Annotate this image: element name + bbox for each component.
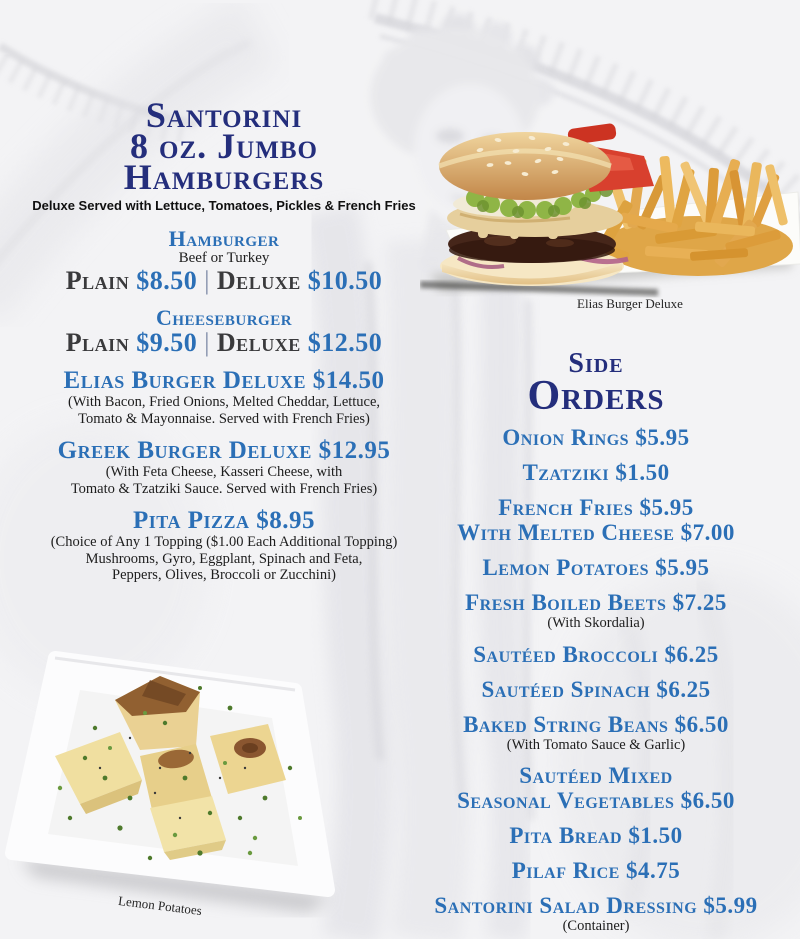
menu-item-name	[415, 590, 777, 615]
burgers-section	[28, 95, 420, 595]
menu-item-name	[415, 555, 777, 580]
photo-caption: Lemon Potatoes	[117, 892, 203, 919]
price-separator: |	[204, 328, 210, 357]
menu-item-name	[415, 642, 777, 667]
item-name-text: Tzatziki	[522, 460, 610, 485]
menu-item	[415, 858, 777, 883]
menu-item	[28, 306, 420, 357]
item-name-text: Greek Burger Deluxe	[57, 437, 312, 464]
menu-item-note: (With Bacon, Fried Onions, Melted Cheddar, Lettuce,	[67, 394, 381, 410]
option-label: Deluxe	[216, 328, 301, 357]
menu-item	[415, 495, 777, 545]
item-name-text: Pita Bread	[509, 823, 623, 848]
side-orders-heading-line: Orders	[527, 373, 665, 419]
menu-item-name	[415, 858, 777, 883]
menu-item-name	[415, 763, 777, 788]
menu-item	[28, 438, 420, 497]
item-price: $14.50	[305, 367, 385, 394]
page-title-line: Hamburgers	[123, 157, 325, 197]
page-title-line: 8 oz. Jumbo	[130, 126, 318, 166]
menu-item	[415, 590, 777, 632]
option-label: Plain	[65, 328, 130, 357]
item-price: $1.50	[622, 823, 683, 848]
menu-item-name	[28, 368, 420, 394]
menu-item-note: Tomato & Mayonnaise. Served with French Fries)	[78, 410, 370, 427]
menu-item-note: Peppers, Olives, Broccoli or Zucchini)	[112, 567, 336, 583]
option-label: Deluxe	[216, 266, 301, 295]
menu-item-name	[415, 677, 777, 702]
menu-item-note: Tomato & Tzatziki Sauce. Served with French Fries)	[70, 480, 378, 497]
item-name-text: Sautéed Mixed	[519, 763, 673, 788]
option-price: $8.50	[129, 266, 198, 295]
menu-item-name	[415, 893, 777, 918]
menu-item-name	[415, 425, 777, 450]
menu-item	[415, 425, 777, 450]
menu-item-name	[415, 460, 777, 485]
menu-item-note: (With Skordalia)	[547, 615, 645, 631]
menu-item-name: Hamburger	[168, 226, 280, 251]
item-name-text: Pilaf Rice	[511, 858, 620, 883]
option-label: Plain	[65, 266, 130, 295]
menu-item-name	[415, 495, 777, 520]
menu-item-name: Cheeseburger	[155, 305, 293, 330]
menu-item	[28, 508, 420, 584]
menu-item-note: Mushrooms, Gyro, Eggplant, Spinach and Feta,	[85, 550, 363, 567]
item-name-text: French Fries	[498, 495, 634, 520]
side-orders-heading	[415, 348, 777, 419]
item-price: $5.95	[629, 425, 690, 450]
item-name-text: Santorini Salad Dressing	[434, 893, 698, 918]
option-price: $10.50	[300, 266, 383, 295]
menu-item-note: (With Tomato Sauce & Garlic)	[506, 736, 686, 753]
item-price: $5.95	[633, 495, 694, 520]
menu-item	[415, 677, 777, 702]
menu-item	[28, 368, 420, 427]
item-price: $6.50	[674, 788, 735, 813]
menu-item-note: (With Feta Cheese, Kasseri Cheese, with	[105, 464, 343, 480]
menu-item	[415, 712, 777, 754]
menu-item-note: (Container)	[562, 918, 630, 934]
menu-item-name	[28, 438, 420, 464]
menu-item-name	[28, 508, 420, 534]
menu-item-name	[415, 788, 777, 813]
item-price: $6.50	[668, 711, 729, 737]
menu-item	[415, 642, 777, 667]
item-name-text: Seasonal Vegetables	[457, 788, 675, 813]
item-name-text: Baked String Beans	[463, 711, 669, 737]
item-name-text: Fresh Boiled Beets	[465, 590, 667, 615]
photo-caption: Elias Burger Deluxe	[577, 296, 683, 311]
item-name-text: Pita Pizza	[133, 507, 250, 534]
menu-item	[415, 893, 777, 935]
lemon-potatoes-photo	[0, 628, 350, 918]
item-price: $8.95	[249, 507, 315, 534]
menu-item-name	[415, 823, 777, 848]
price-separator: |	[204, 266, 210, 295]
menu-item-subtext: Beef or Turkey	[178, 250, 270, 266]
item-price: $5.95	[649, 555, 710, 580]
menu-item-price-line	[28, 267, 420, 295]
item-price: $4.75	[619, 858, 681, 883]
menu-item-price-line	[28, 329, 420, 357]
menu-item	[415, 460, 777, 485]
item-name-text: Lemon Potatoes	[482, 555, 650, 580]
menu-subtitle: Deluxe Served with Lettuce, Tomatoes, Pickles & French Fries	[32, 198, 416, 213]
item-price: $6.25	[650, 676, 711, 702]
item-price: $1.50	[609, 460, 670, 485]
side-orders-section	[415, 350, 777, 939]
item-price: $7.00	[674, 520, 735, 545]
page-title-line: Santorini	[145, 95, 303, 135]
item-price: $6.25	[658, 641, 719, 667]
option-price: $12.50	[300, 328, 383, 357]
item-name-text: Sautéed Broccoli	[473, 641, 659, 667]
menu-item	[415, 763, 777, 813]
menu-item-name	[415, 520, 777, 545]
burger-photo	[420, 98, 800, 298]
side-orders-heading-line: Side	[568, 348, 624, 379]
item-price: $12.95	[311, 437, 391, 464]
menu-item-note: (Choice of Any 1 Topping ($1.00 Each Additional Topping)	[50, 534, 398, 550]
burger-items-list	[28, 227, 420, 584]
menu-item	[415, 823, 777, 848]
side-orders-list	[415, 425, 777, 935]
menu-item	[28, 227, 420, 295]
item-price: $5.99	[697, 893, 758, 918]
page-title	[28, 95, 420, 197]
item-name-text: Onion Rings	[502, 425, 630, 450]
item-name-text: With Melted Cheese	[457, 520, 675, 545]
menu-item	[415, 555, 777, 580]
option-price: $9.50	[129, 328, 198, 357]
item-price: $7.25	[666, 590, 727, 615]
menu-item-name	[415, 712, 777, 737]
item-name-text: Sautéed Spinach	[481, 676, 651, 702]
item-name-text: Elias Burger Deluxe	[63, 367, 306, 394]
